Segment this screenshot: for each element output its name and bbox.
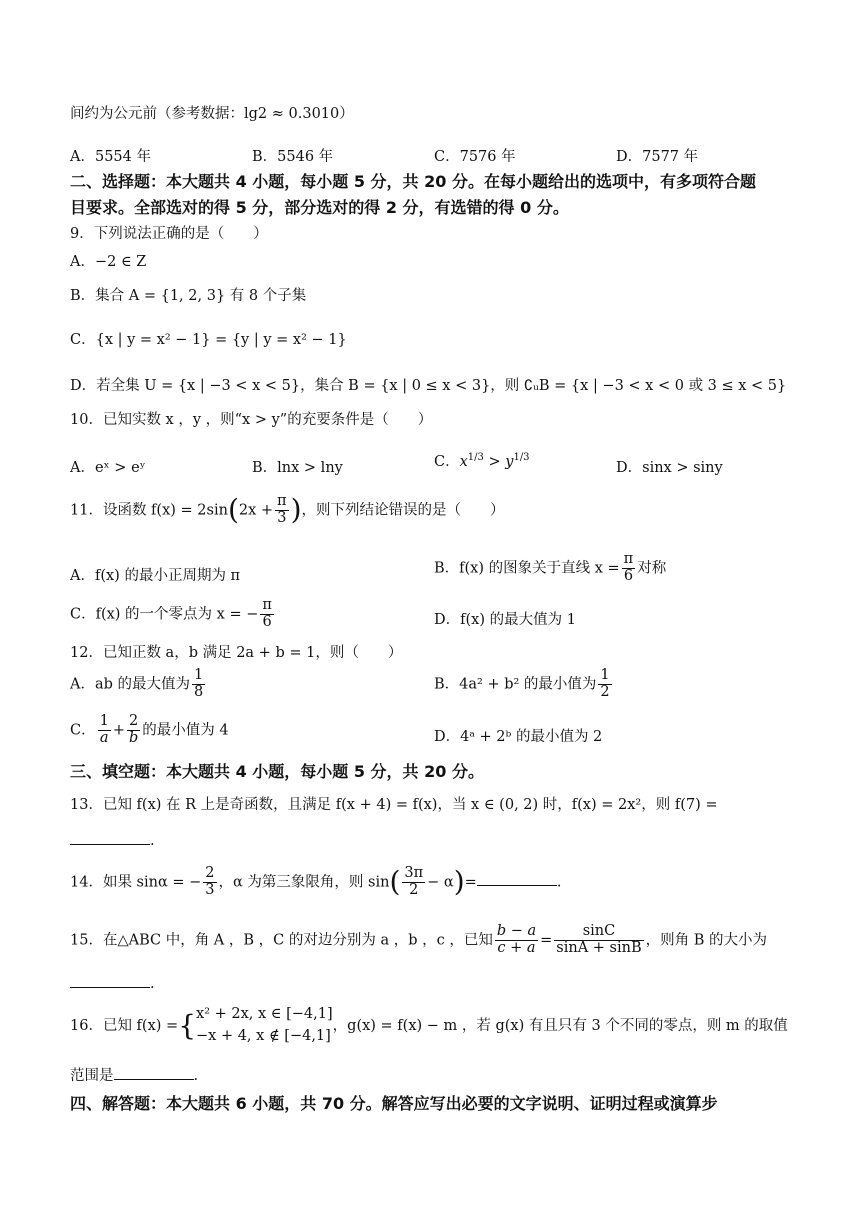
frac-num: 3π <box>404 865 424 881</box>
frac-den: 6 <box>262 613 272 630</box>
q16-line2 <box>70 1067 198 1085</box>
frac-den: c + a <box>497 939 536 956</box>
q14-pre: 14．如果 sinα = − <box>70 874 202 891</box>
q14-inner-post: − α <box>427 874 454 891</box>
frac-den: 8 <box>194 683 204 700</box>
q15-blank <box>70 975 155 993</box>
q15-pre: 15．在△ABC 中，角 A ，B ，C 的对边分别为 a ，b ，c ，已知 <box>70 932 493 949</box>
q15-stem <box>70 924 767 957</box>
q15-frac1 <box>495 924 538 957</box>
q14-period: . <box>556 874 562 891</box>
paren-close-icon: ) <box>290 493 302 527</box>
q16-post: ，g(x) = f(x) − m ，若 g(x) 有且只有 3 个不同的零点，则 m 的取值 <box>332 1017 788 1034</box>
frac-den: sinA + sinB <box>556 939 642 956</box>
q12-option-c-frac2 <box>127 714 140 747</box>
q14-stem <box>70 866 561 899</box>
q16-period: . <box>193 1068 199 1084</box>
q11-option-b-pre: B．f(x) 的图象关于直线 x = <box>434 560 620 577</box>
q12-option-c-pre: C． <box>70 722 96 739</box>
q14-inner-frac <box>402 866 425 899</box>
q10-option-c-exp-x: 1/3 <box>467 452 484 464</box>
q11-option-b-frac <box>622 552 636 585</box>
frac-num: 1 <box>194 667 204 683</box>
answer-blank <box>70 832 150 845</box>
q14-post: = <box>464 874 477 891</box>
intro-tail: 间约为公元前（参考数据：lg2 ≈ 0.3010） <box>70 106 354 122</box>
q10-stem: 10．已知实数 x ，y ，则“x > y”的充要条件是（ ） <box>70 412 433 428</box>
q10-option-c-mid: > y <box>483 454 514 470</box>
q10-option-d: D．sinx > siny <box>616 460 723 476</box>
q11-option-b-post: 对称 <box>637 560 667 577</box>
q11-stem <box>70 494 505 527</box>
frac-num: π <box>262 597 272 613</box>
q16-line2-text: 范围是 <box>70 1068 114 1084</box>
frac-num: sinC <box>554 924 643 941</box>
paren-open-icon: ( <box>389 865 401 899</box>
q16-stem <box>70 1004 788 1048</box>
q10-option-c-base: x <box>459 454 468 470</box>
q12-option-c-post: 的最小值为 4 <box>142 722 229 739</box>
q11-option-c-frac <box>260 598 274 631</box>
q12-stem: 12．已知正数 a，b 满足 2a + b = 1，则（ ） <box>70 645 403 661</box>
q9-option-d: D．若全集 U = {x | −3 < x < 5}，集合 B = {x | 0 ≤ x < 3}，则 ∁ᵤB = {x | −3 < x < 0 或 3 ≤ x < 5} <box>70 378 787 394</box>
q8-option-b: B．5546 年 <box>252 149 334 165</box>
q10-option-a: A．eˣ > eʸ <box>70 460 146 476</box>
q10-option-b: B．lnx > lny <box>252 460 343 476</box>
frac-den: 2 <box>409 881 419 898</box>
q8-option-d: D．7577 年 <box>616 149 699 165</box>
q13-period: . <box>150 833 155 849</box>
q12-option-a <box>70 668 207 701</box>
q11-option-a: A．f(x) 的最小正周期为 π <box>70 568 241 584</box>
q16-cases <box>196 1004 333 1048</box>
q8-option-c: C．7576 年 <box>434 149 516 165</box>
paren-close-icon: ) <box>453 865 465 899</box>
q12-option-b-pre: B．4a² + b² 的最小值为 <box>434 676 597 693</box>
frac-num: b − a <box>496 923 537 939</box>
q12-option-a-frac <box>192 668 205 701</box>
frac-den: b <box>129 729 139 746</box>
q13-blank <box>70 832 155 850</box>
frac-num: π <box>623 551 634 567</box>
q14-frac <box>203 866 216 899</box>
q12-option-c-plus: + <box>112 722 125 739</box>
q10-option-c-exp-y: 1/3 <box>513 452 530 464</box>
frac-den: 3 <box>205 881 215 898</box>
q16-case1: x² + 2x, x ∈ [−4,1] <box>196 1006 333 1022</box>
q10-option-c-label: C． <box>434 454 460 470</box>
frac-num: 1 <box>600 667 610 683</box>
q11-stem-inner: 2x + <box>238 502 274 519</box>
frac-num: 2 <box>205 865 215 881</box>
q11-option-b <box>434 552 666 585</box>
q9-option-a: A．−2 ∈ Z <box>70 254 147 270</box>
q15-frac2 <box>554 924 643 957</box>
q12-option-b-frac <box>598 668 611 701</box>
brace-icon: { <box>178 1008 197 1042</box>
q12-option-d: D．4ᵃ + 2ᵇ 的最小值为 2 <box>434 729 603 745</box>
answer-blank <box>477 873 557 886</box>
q9-stem: 9．下列说法正确的是（ ） <box>70 226 268 242</box>
q11-stem-post: ，则下列结论错误的是（ ） <box>301 502 505 519</box>
q12-option-a-pre: A．ab 的最大值为 <box>70 676 191 693</box>
section4-heading: 四、解答题：本大题共 6 小题，共 70 分。解答应写出必要的文字说明、证明过程或演算步 <box>70 1094 718 1113</box>
q11-option-d: D．f(x) 的最大值为 1 <box>434 612 576 628</box>
q15-eq: = <box>540 932 553 949</box>
section2-heading-line2: 目要求。全部选对的得 5 分，部分选对的得 2 分，有选错的得 0 分。 <box>70 198 569 217</box>
q10-option-c <box>434 450 530 471</box>
answer-blank <box>114 1067 194 1080</box>
q9-option-c: C．{x | y = x² − 1} = {y | y = x² − 1} <box>70 332 347 348</box>
q14-mid: ，α 为第三象限角，则 sin <box>218 874 390 891</box>
q12-option-b <box>434 668 614 701</box>
q12-option-c-frac1 <box>98 714 111 747</box>
frac-den: 6 <box>623 567 634 584</box>
q13-stem: 13．已知 f(x) 在 R 上是奇函数，且满足 f(x + 4) = f(x)，当 x ∈ (0, 2) 时，f(x) = 2x²，则 f(7) = <box>70 797 718 813</box>
section3-heading: 三、填空题：本大题共 4 小题，每小题 5 分，共 20 分。 <box>70 762 484 781</box>
q16-pre: 16．已知 f(x) = <box>70 1017 179 1034</box>
frac-den: a <box>99 729 109 746</box>
q8-option-a: A．5554 年 <box>70 149 151 165</box>
q11-option-c-pre: C．f(x) 的一个零点为 x = − <box>70 606 259 623</box>
q15-period: . <box>150 976 155 992</box>
frac-num: 1 <box>99 713 109 729</box>
q9-option-b: B．集合 A = {1, 2, 3} 有 8 个子集 <box>70 288 307 304</box>
q15-post: ，则角 B 的大小为 <box>645 932 768 949</box>
q12-option-c <box>70 714 229 747</box>
frac-num: 2 <box>127 714 140 731</box>
frac-den: 2 <box>600 683 610 700</box>
q11-option-c <box>70 598 276 631</box>
q11-stem-pre: 11．设函数 f(x) = 2sin <box>70 502 228 519</box>
q16-case2: −x + 4, x ∉ [−4,1] <box>196 1027 331 1044</box>
q11-stem-frac <box>275 494 289 527</box>
paren-open-icon: ( <box>227 493 239 527</box>
frac-den: 3 <box>277 509 287 526</box>
frac-num: π <box>277 493 287 509</box>
section2-heading-line1: 二、选择题：本大题共 4 小题，每小题 5 分，共 20 分。在每小题给出的选项中，有多项符合题 <box>70 172 756 191</box>
answer-blank <box>70 975 150 988</box>
